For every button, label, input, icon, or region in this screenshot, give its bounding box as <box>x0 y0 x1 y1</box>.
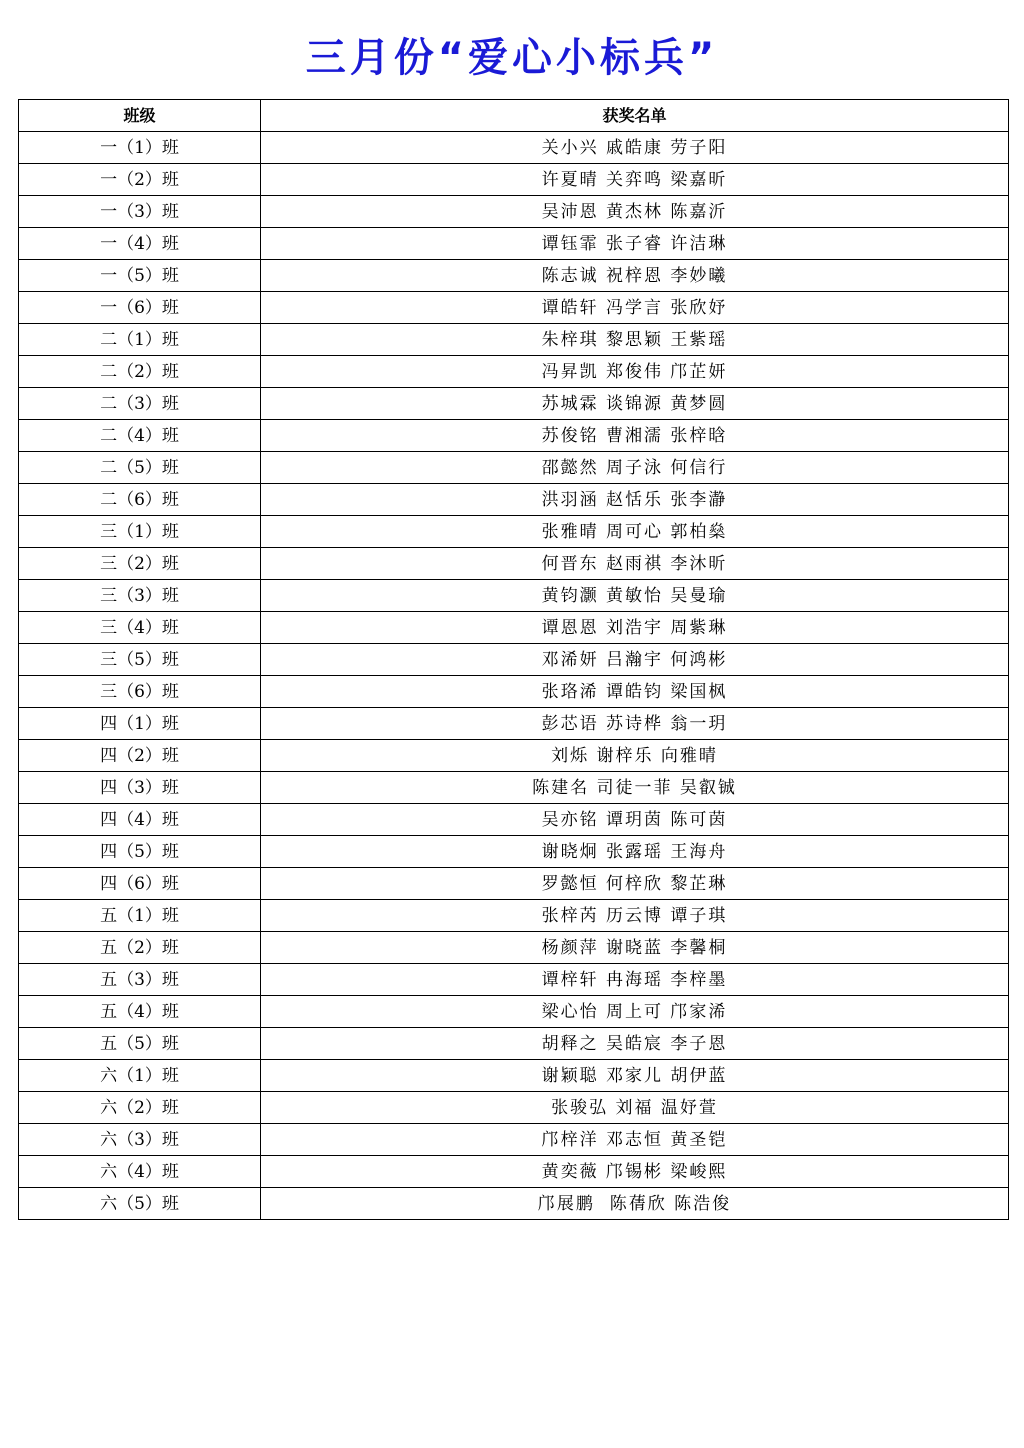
class-cell: 三（6）班 <box>19 676 261 708</box>
names-cell: 谭梓轩 冉海瑶 李梓墨 <box>261 964 1009 996</box>
table-row <box>19 772 1009 804</box>
table-row <box>19 388 1009 420</box>
names-cell: 张雅晴 周可心 郭柏燊 <box>261 516 1009 548</box>
class-cell: 一（5）班 <box>19 260 261 292</box>
table-row <box>19 996 1009 1028</box>
table-body <box>19 132 1009 1220</box>
names-cell: 苏城霖 谈锦源 黄梦圆 <box>261 388 1009 420</box>
names-cell: 许夏晴 关弈鸣 梁嘉昕 <box>261 164 1009 196</box>
class-cell: 三（1）班 <box>19 516 261 548</box>
names-cell: 邓浠妍 吕瀚宇 何鸿彬 <box>261 644 1009 676</box>
class-cell: 一（1）班 <box>19 132 261 164</box>
class-cell: 五（3）班 <box>19 964 261 996</box>
names-cell: 黄奕薇 邝锡彬 梁峻熙 <box>261 1156 1009 1188</box>
names-cell: 彭芯语 苏诗桦 翁一玥 <box>261 708 1009 740</box>
class-cell: 三（5）班 <box>19 644 261 676</box>
table-row <box>19 228 1009 260</box>
names-cell: 谭钰霏 张子睿 许洁琳 <box>261 228 1009 260</box>
class-cell: 五（4）班 <box>19 996 261 1028</box>
table-row <box>19 932 1009 964</box>
table-row <box>19 836 1009 868</box>
table-row <box>19 868 1009 900</box>
table-row <box>19 1092 1009 1124</box>
header-names: 获奖名单 <box>261 100 1009 132</box>
names-cell: 张珞浠 谭皓钧 梁国枫 <box>261 676 1009 708</box>
class-cell: 二（3）班 <box>19 388 261 420</box>
page-title: 三月份“爱心小标兵” <box>305 35 719 81</box>
class-cell: 二（5）班 <box>19 452 261 484</box>
table-header-row <box>19 100 1009 132</box>
names-cell: 刘烁 谢梓乐 向雅晴 <box>261 740 1009 772</box>
class-cell: 一（3）班 <box>19 196 261 228</box>
class-cell: 五（5）班 <box>19 1028 261 1060</box>
table-row <box>19 196 1009 228</box>
names-cell: 邵懿然 周子泳 何信行 <box>261 452 1009 484</box>
names-cell: 谢颖聪 邓家儿 胡伊蓝 <box>261 1060 1009 1092</box>
class-cell: 一（2）班 <box>19 164 261 196</box>
class-cell: 一（4）班 <box>19 228 261 260</box>
table-row <box>19 164 1009 196</box>
names-cell: 冯昇凯 郑俊伟 邝芷妍 <box>261 356 1009 388</box>
table-row <box>19 1156 1009 1188</box>
table-row <box>19 516 1009 548</box>
table-row <box>19 292 1009 324</box>
table-row <box>19 484 1009 516</box>
header-class: 班级 <box>19 100 261 132</box>
table-row <box>19 1188 1009 1220</box>
names-cell: 何晋东 赵雨祺 李沐昕 <box>261 548 1009 580</box>
table-row <box>19 1124 1009 1156</box>
class-cell: 二（1）班 <box>19 324 261 356</box>
class-cell: 四（3）班 <box>19 772 261 804</box>
table-row <box>19 324 1009 356</box>
names-cell: 苏俊铭 曹湘濡 张梓晗 <box>261 420 1009 452</box>
names-cell: 洪羽涵 赵恬乐 张李瀞 <box>261 484 1009 516</box>
names-cell: 张梓芮 历云博 谭子琪 <box>261 900 1009 932</box>
table-row <box>19 1060 1009 1092</box>
names-cell: 邝展鹏 陈蒨欣 陈浩俊 <box>261 1188 1009 1220</box>
award-table <box>18 99 1009 1220</box>
table-row <box>19 804 1009 836</box>
names-cell: 梁心怡 周上可 邝家浠 <box>261 996 1009 1028</box>
class-cell: 六（2）班 <box>19 1092 261 1124</box>
table-row <box>19 356 1009 388</box>
class-cell: 三（4）班 <box>19 612 261 644</box>
names-cell: 谭皓轩 冯学言 张欣妤 <box>261 292 1009 324</box>
table-row <box>19 708 1009 740</box>
names-cell: 吴沛恩 黄杰林 陈嘉沂 <box>261 196 1009 228</box>
table-row <box>19 132 1009 164</box>
names-cell: 朱梓琪 黎思颖 王紫瑶 <box>261 324 1009 356</box>
table-row <box>19 900 1009 932</box>
class-cell: 四（4）班 <box>19 804 261 836</box>
class-cell: 六（1）班 <box>19 1060 261 1092</box>
names-cell: 胡释之 吴皓宸 李子恩 <box>261 1028 1009 1060</box>
class-cell: 四（6）班 <box>19 868 261 900</box>
names-cell: 张骏弘 刘福 温妤萱 <box>261 1092 1009 1124</box>
class-cell: 四（1）班 <box>19 708 261 740</box>
class-cell: 二（2）班 <box>19 356 261 388</box>
class-cell: 二（6）班 <box>19 484 261 516</box>
table-row <box>19 420 1009 452</box>
table-row <box>19 612 1009 644</box>
names-cell: 杨颜萍 谢晓蓝 李馨桐 <box>261 932 1009 964</box>
table-row <box>19 580 1009 612</box>
class-cell: 四（2）班 <box>19 740 261 772</box>
class-cell: 三（3）班 <box>19 580 261 612</box>
names-cell: 关小兴 戚皓康 劳子阳 <box>261 132 1009 164</box>
names-cell: 谭恩恩 刘浩宇 周紫琳 <box>261 612 1009 644</box>
table-row <box>19 676 1009 708</box>
class-cell: 三（2）班 <box>19 548 261 580</box>
class-cell: 五（2）班 <box>19 932 261 964</box>
table-row <box>19 964 1009 996</box>
names-cell: 陈志诚 祝梓恩 李妙曦 <box>261 260 1009 292</box>
class-cell: 六（3）班 <box>19 1124 261 1156</box>
table-row <box>19 644 1009 676</box>
names-cell: 罗懿恒 何梓欣 黎芷琳 <box>261 868 1009 900</box>
class-cell: 四（5）班 <box>19 836 261 868</box>
table-row <box>19 260 1009 292</box>
names-cell: 吴亦铭 谭玥茵 陈可茵 <box>261 804 1009 836</box>
class-cell: 二（4）班 <box>19 420 261 452</box>
table-row <box>19 1028 1009 1060</box>
names-cell: 邝梓洋 邓志恒 黄圣铠 <box>261 1124 1009 1156</box>
names-cell: 谢晓炯 张露瑶 王海舟 <box>261 836 1009 868</box>
class-cell: 一（6）班 <box>19 292 261 324</box>
names-cell: 黄钧灏 黄敏怡 吴曼瑜 <box>261 580 1009 612</box>
names-cell: 陈建名 司徒一菲 吴叡铖 <box>261 772 1009 804</box>
table-row <box>19 740 1009 772</box>
table-row <box>19 452 1009 484</box>
table-row <box>19 548 1009 580</box>
class-cell: 六（5）班 <box>19 1188 261 1220</box>
class-cell: 五（1）班 <box>19 900 261 932</box>
class-cell: 六（4）班 <box>19 1156 261 1188</box>
